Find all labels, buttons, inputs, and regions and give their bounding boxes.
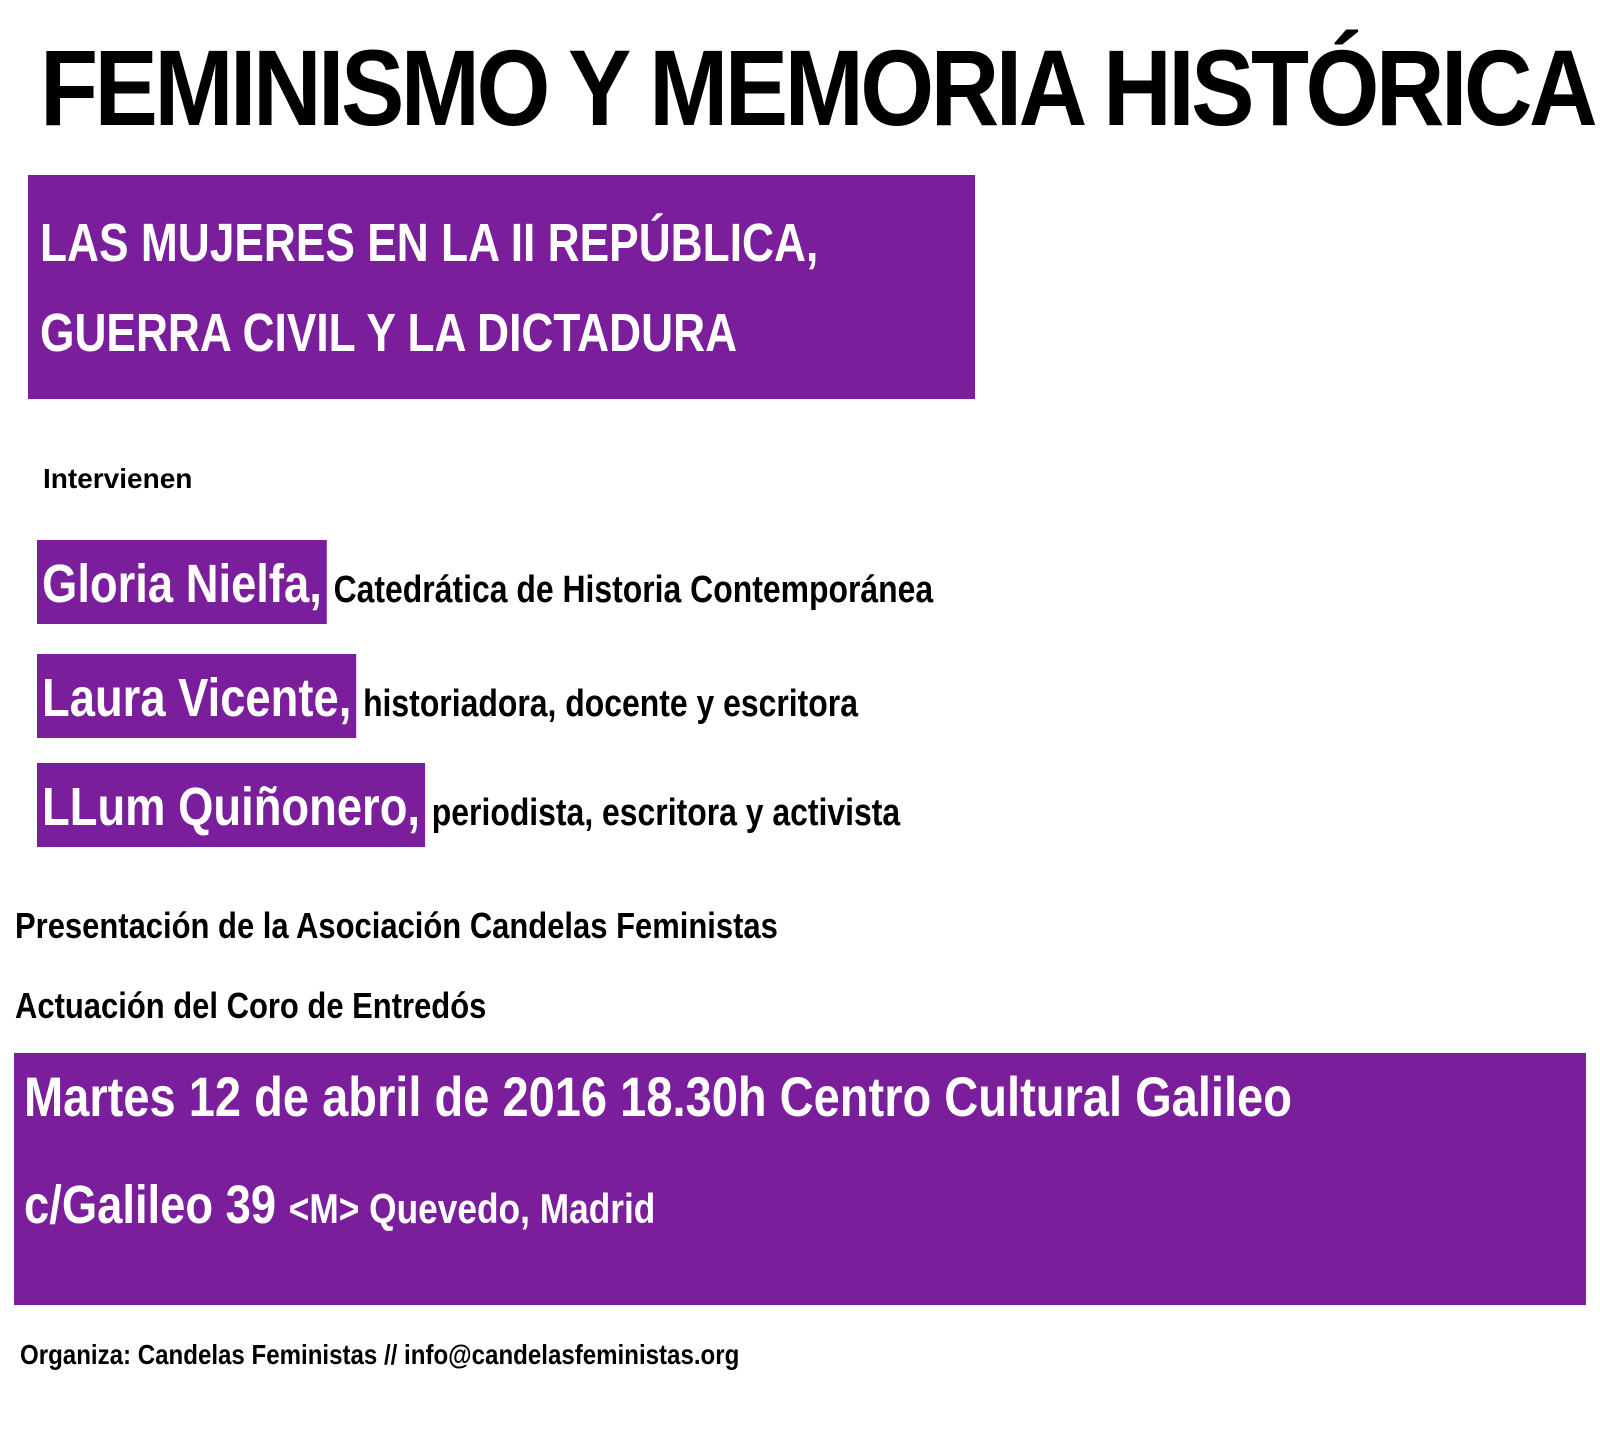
- subtitle-line-1: LAS MUJERES EN LA II REPÚBLICA,: [40, 213, 819, 273]
- speaker-name: Gloria Nielfa,: [37, 540, 327, 624]
- event-street: c/Galileo 39: [24, 1175, 277, 1235]
- speaker-name: Laura Vicente,: [37, 654, 356, 738]
- speaker-role: historiadora, docente y escritora: [363, 683, 858, 725]
- event-banner: [14, 1053, 1586, 1305]
- event-address: [24, 1173, 655, 1241]
- subtitle-line-2: GUERRA CIVIL Y LA DICTADURA: [40, 303, 738, 363]
- speaker-row: [37, 654, 858, 738]
- speaker-name: LLum Quiñonero,: [37, 763, 425, 847]
- speaker-role: periodista, escritora y activista: [431, 792, 901, 834]
- speaker-row: [37, 763, 900, 847]
- speaker-row: [37, 540, 933, 624]
- event-datetime: Martes 12 de abril de 2016 18.30h Centro Cultural Galileo: [24, 1065, 1292, 1128]
- speakers-heading: Intervienen: [43, 463, 193, 494]
- organizer-footer: Organiza: Candelas Feministas // info@candelasfeministas.org: [20, 1339, 740, 1370]
- page-title: FEMINISMO Y MEMORIA HISTÓRICA: [40, 27, 1595, 148]
- performance-text: Actuación del Coro de Entredós: [15, 985, 487, 1026]
- event-metro: <M> Quevedo, Madrid: [288, 1185, 656, 1232]
- speaker-role: Catedrática de Historia Contemporánea: [333, 569, 934, 611]
- subtitle-banner: [28, 175, 975, 399]
- presentation-text: Presentación de la Asociación Candelas Feministas: [15, 905, 778, 946]
